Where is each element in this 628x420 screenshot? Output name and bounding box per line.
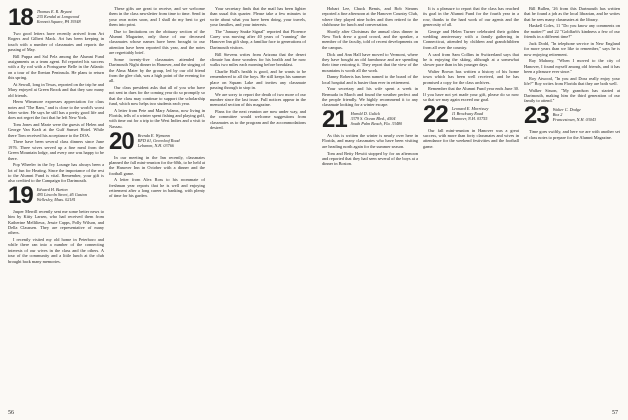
- paragraph: Two good letters have recently arrived from Art Rogers and Gilbert Mack. Art has been keeping in touch with a number of classmates and reports the passing of May.: [8, 31, 104, 53]
- left-column-3: [210, 6, 306, 404]
- class-heading-1920: [109, 127, 205, 155]
- class-secretary-address: [452, 104, 489, 121]
- right-column-2: [423, 6, 519, 404]
- right-page: [314, 0, 628, 420]
- class-year: 19: [8, 182, 33, 210]
- paragraph: These gifts are great to receive, and we welcome them in the class newsletter from time to time. Send in your own notes soon, and I shall do my best to get them into print.: [109, 6, 205, 28]
- class-year: 18: [8, 6, 33, 31]
- paragraph: Your secretary and his wife spent a week in Bermuda in March and found the weather perfect and the people friendly. We highly recommend it to any classmate looking for a winter escape.: [322, 86, 418, 108]
- paragraph: Walter Brown has written a history of his home town which has been well received, and he has promised a copy for the class archives.: [423, 68, 519, 85]
- paragraph: Pop Wheeler in the Ivy Lounge has always been a lot of fun for Heating. Since the importance of the rest to the Alumni Fund is vital. Remember, your gift is also credited to the Campaign for Dartmouth.: [8, 162, 104, 184]
- paragraph: Roy Atwood, "In you and Dora really enjoy your life?" Roy writes from Florida that they are both well.: [524, 75, 620, 87]
- paragraph: Bill Puppa and Sal Pelz among the Alumni Fund assignments as a team agent. Ed reported his success with a fly rod with a Portuguese Belle in the Atlantic on a tour of the Iberian Peninsula. He plans to return this spring.: [8, 53, 104, 81]
- secretary-name: Leonard E. Morrissey: [451, 105, 489, 111]
- paragraph: Your secretary finds that the mail has been lighter than usual this quarter. Please take a few minutes to write about what you have been doing, your travels, your families, and your interests.: [210, 6, 306, 28]
- paragraph: Tom and Betty Hewitt stopped by for an afternoon and reported that they had seen several of the boys at a dinner in Boston.: [322, 150, 418, 167]
- paragraph: I recently visited my old home in Peterboro and while there ran into a number of the connecting interests of our wives in the class and the others. A tour of the community and a little lunch at the club brought back many memories.: [8, 237, 104, 264]
- left-column-1: [8, 6, 104, 404]
- secretary-city: Kennett Square, PA 19348: [36, 19, 81, 24]
- paragraph: Time goes swiftly, and here we are with another set of class notes to prepare for the Alumni Magazine.: [524, 129, 620, 140]
- paragraph: Jack Dodd, "In telephone service in New England for more years than we like to remember," says he is now enjoying retirement.: [524, 40, 620, 57]
- class-heading-1921: [322, 106, 418, 134]
- secretary-name: Brenda E. Wymann: [137, 132, 170, 138]
- class-secretary-address: [37, 7, 81, 24]
- paragraph: Charlie Hall's health is good, and he wants to be remembered to all the boys. He still keeps his summer place on Squam Lake and invites any classmate passing through to stop in.: [210, 68, 306, 90]
- paragraph: There have been several class dinners since June 1976. Three wives served up a fine meal from the Green Mountain lodge, and every one was happy to be there.: [8, 139, 104, 161]
- paragraph: A letter from Pete and Mary Adams, now living in Florida, tells of a winter spent fishing and playing golf, with time out for a trip to the West Indies and a visit to Nassau.: [109, 107, 205, 129]
- paragraph: It is a pleasure to report that the class has reached its goal in the Alumni Fund for the fourth year in a row, thanks to the hard work of our agents and the generosity of all.: [423, 6, 519, 28]
- paragraph: Herm Winsmore expresses appreciation for class notes and "The Ram," and is close to the world's worst letter writer. He says he still has a pretty good life and does not regret the fact that he left New York.: [8, 99, 104, 121]
- paragraph: George and Helen Turner celebrated their golden wedding anniversary with a family gathering in Connecticut, attended by children and grandchildren from all over the country.: [423, 28, 519, 50]
- right-column-1: [322, 6, 418, 404]
- paragraph: Dick and Ann Hall have moved to Vermont, where they have bought an old farmhouse and are spending their time restoring it. They report that the view of the mountains is worth all the work.: [322, 51, 418, 73]
- secretary-city: South Palm Beach, Fla. 33480: [350, 121, 403, 127]
- paragraph: At Sewall, long in Texas, reported on the trip he and Mary enjoyed at Green Brook and that they saw many old friends.: [8, 81, 104, 98]
- page-number: 56: [8, 410, 14, 416]
- secretary-street: 3379 S. Ocean Blvd., #504: [350, 116, 396, 122]
- secretary-street: Box 2: [552, 112, 563, 118]
- secretary-name: Thomas E. R. Bryant: [36, 9, 72, 14]
- class-heading-1923: [524, 102, 620, 130]
- paragraph: Due to limitations on the obituary section of the Alumni Magazine, only those of our deceased classmates whose names have been brought to our attention have been reported this year, and the notes are regrettably brief.: [109, 28, 205, 56]
- paragraph: In our meeting in the Inn recently, classmates planned the fall mini-reunion for the 60th, to be held at the Hanover Inn in October with a dinner and the football game.: [109, 154, 205, 176]
- paragraph: Shortly after Christmas the annual class dinner in New York drew a good crowd, and the speaker, a member of the faculty, told of recent developments on the campus.: [322, 28, 418, 50]
- paragraph: Ray Mahony, "When I moved to the city of Hanover, I found myself among old friends, and it has been a pleasure ever since.": [524, 58, 620, 74]
- paragraph: Jasper Merrill recently sent me some better news to him by Kitty Larsen, who had received them from Katherine Mellilieux, Jessie Capps, Polly Wilson, and Della Claussen. They are representative of many others.: [8, 209, 104, 236]
- paragraph: Remember that the Alumni Fund year ends June 30. If you have not yet made your gift, please do so now so that we may again exceed our goal.: [423, 86, 519, 103]
- class-heading-1918: [8, 6, 104, 31]
- paragraph: Bill Stevens writes from Arizona that the desert climate has done wonders for his health and he now walks two miles each morning before breakfast.: [210, 51, 306, 68]
- class-heading-1919: [8, 182, 104, 210]
- paragraph: The "January Snake Signal" reported that Florence Carey was moving after 40 years of "running" the Hanover Inn gift shop, a familiar face to generations of Dartmouth visitors.: [210, 28, 306, 50]
- paragraph: Tom Jones and Marie were the guests of Helen and George Van Kraft at the Gulf Sunset Hotel. While there Tom received his acceptance to the DOA.: [8, 122, 104, 138]
- paragraph: Our class president asks that all of you who have not sent in dues for the coming year do so promptly so that the class may continue to support the scholarship fund, which now helps two students each year.: [109, 84, 205, 107]
- class-year: 21: [322, 106, 347, 134]
- page-number: 57: [612, 410, 618, 416]
- secretary-street: RFD #1, Greenleaf Road: [137, 137, 180, 143]
- paragraph: A letter from Alex Ross to his roommate of freshman year reports that he is well and enjoying retirement after a long career in banking, with plenty of time for his garden.: [109, 177, 205, 199]
- secretary-street: 495 Lincoln Street, #5 Gaston: [36, 192, 87, 198]
- paragraph: Our fall mini-reunion in Hanover was a great success, with more than forty classmates and wives in attendance for the weekend festivities and the football game.: [423, 127, 519, 149]
- paragraph: Danny Roberts has been named to the board of the local hospital and is busier than ever in retirement.: [322, 74, 418, 85]
- left-column-2: [109, 6, 205, 404]
- secretary-city: Francestown, N.H. 03043: [552, 117, 597, 123]
- paragraph: Bill Bullen, '26 from this Dartmouth has written that he found a job as the local librarian, and he writes that he sees many classmates at the library.: [524, 6, 620, 22]
- paragraph: As this is written the winter is nearly over here in Florida, and many classmates who have been visiting are heading north again for the summer season.: [322, 133, 418, 149]
- secretary-name: Harold D. Gulick: [350, 111, 380, 117]
- paragraph: Haskell Coles, 11 "Do you know any comments on the matter?" and 22 "Goldfarb's kindness a few of our friends in a different time?": [524, 23, 620, 40]
- secretary-street: 11 Brockway Road: [451, 110, 484, 116]
- class-year: 22: [423, 100, 448, 128]
- secretary-city: Hanover, N.H. 03755: [451, 115, 488, 121]
- paragraph: Walker Sisson, "My grandson has started at Dartmouth, making him the third generation of our family to attend.": [524, 87, 620, 104]
- paragraph: Plans for the next reunion are now under way, and the committee would welcome suggestions from classmates as to the program and the accommodations desired.: [210, 109, 306, 131]
- secretary-city: Wellesley, Mass. 02181: [36, 197, 76, 203]
- paragraph: A card from Sam Collins in Switzerland says that he is enjoying the skiing, although at a somewhat slower pace than in his younger days.: [423, 51, 519, 68]
- paragraph: Some twenty-five classmates attended the Dartmouth Night dinner in Hanover, and the singing of the Alma Mater by the group, led by our old friend from the glee club, was a high point of the evening for all.: [109, 56, 205, 84]
- paragraph: We are sorry to report the death of two more of our number since the last issue. Full notices appear in the memorial section of this magazine.: [210, 91, 306, 108]
- class-heading-1922: [423, 100, 519, 128]
- secretary-name: Edward H. Burton: [36, 187, 68, 193]
- class-secretary-address: [37, 185, 87, 202]
- paragraph: Hobart Lee, Chuck Bemis, and Bob Stearns reported a fine afternoon at the Hanover Country Club, where they played nine holes and then retired to the clubhouse for lunch and conversation.: [322, 6, 418, 28]
- class-year: 20: [109, 127, 134, 155]
- class-secretary-address: [553, 105, 596, 122]
- secretary-name: Walter C. Dodge: [552, 107, 581, 113]
- class-secretary-address: [351, 109, 402, 126]
- class-secretary-address: [138, 131, 180, 148]
- secretary-street: 235 Kendal at Longwood: [36, 14, 80, 19]
- class-year: 23: [524, 102, 549, 130]
- right-column-3: [524, 6, 620, 404]
- secretary-city: Lebanon, N.H. 03766: [137, 142, 174, 148]
